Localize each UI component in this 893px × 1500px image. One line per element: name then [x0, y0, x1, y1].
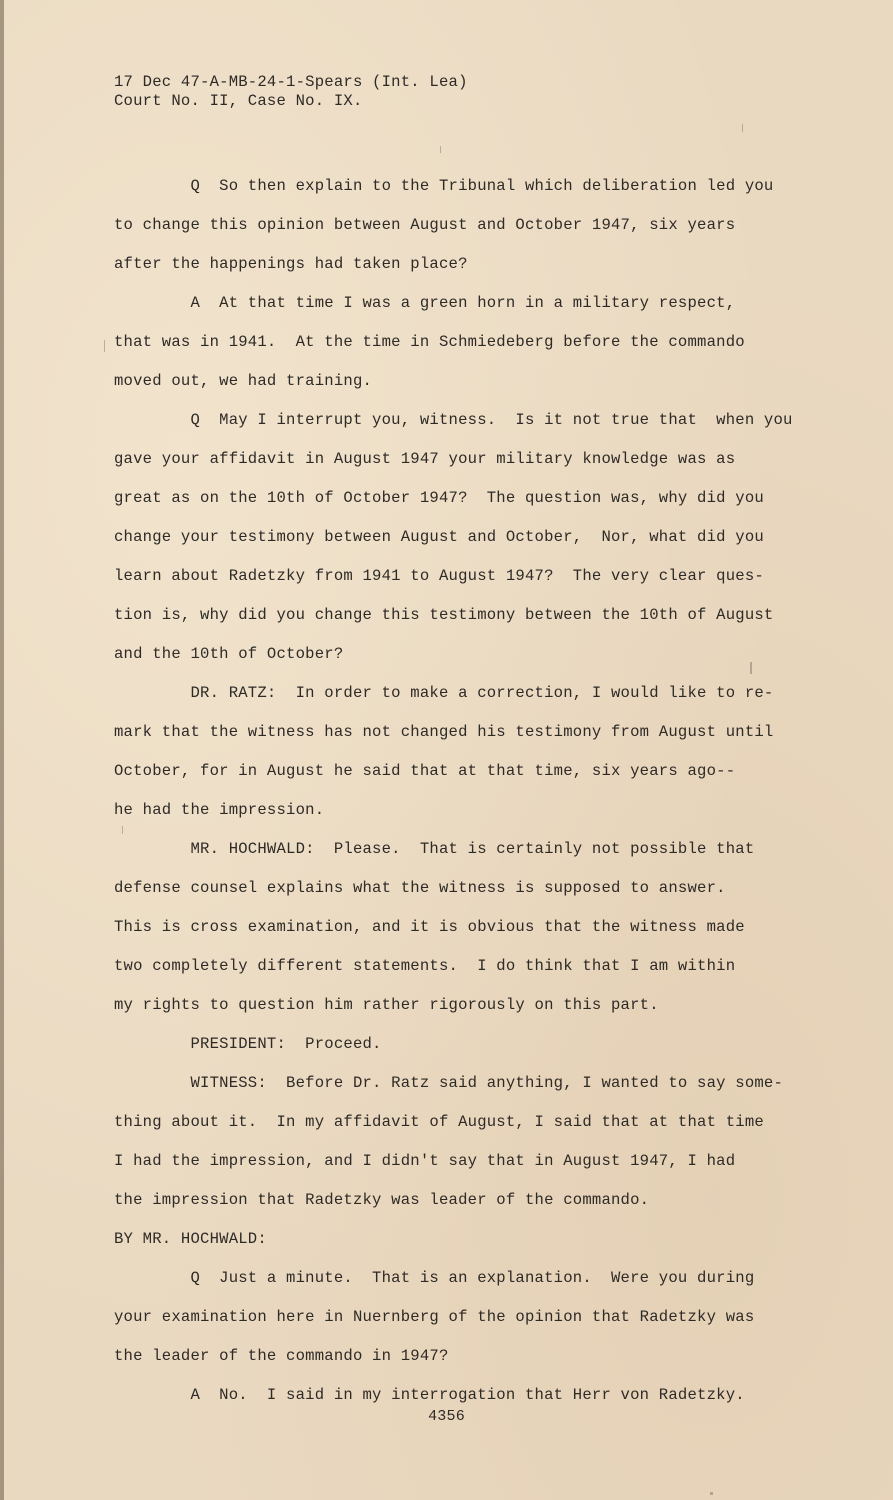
transcript-line: Q So then explain to the Tribunal which deliberation led you	[114, 177, 774, 195]
transcript-line: tion is, why did you change this testimony between the 10th of August	[114, 606, 774, 624]
transcript-line: DR. RATZ: In order to make a correction, I would like to re-	[114, 684, 774, 702]
transcript-line: gave your affidavit in August 1947 your military knowledge was as	[114, 450, 736, 468]
transcript-line: BY MR. HOCHWALD:	[114, 1230, 267, 1248]
transcript-line: A No. I said in my interrogation that Herr von Radetzky.	[114, 1386, 745, 1404]
transcript-line: Q May I interrupt you, witness. Is it not true that when you	[114, 411, 793, 429]
page-number: 4356	[428, 1408, 465, 1425]
transcript-line: thing about it. In my affidavit of August, I said that at that time	[114, 1113, 764, 1131]
transcript-line: he had the impression.	[114, 801, 325, 819]
transcript-line: my rights to question him rather rigorously on this part.	[114, 996, 659, 1014]
transcript-line: great as on the 10th of October 1947? The question was, why did you	[114, 489, 764, 507]
transcript-line: October, for in August he said that at that time, six years ago--	[114, 762, 736, 780]
paper-speck	[750, 662, 752, 674]
transcript-line: two completely different statements. I do think that I am within	[114, 957, 736, 975]
transcript-line: WITNESS: Before Dr. Ratz said anything, I wanted to say some-	[114, 1074, 784, 1092]
transcript-line: I had the impression, and I didn't say that in August 1947, I had	[114, 1152, 736, 1170]
header-line-2: Court No. II, Case No. IX.	[114, 92, 363, 110]
transcript-line: the impression that Radetzky was leader of the commando.	[114, 1191, 650, 1209]
transcript-body	[114, 167, 804, 1415]
transcript-line: and the 10th of October?	[114, 645, 344, 663]
transcript-line: to change this opinion between August and October 1947, six years	[114, 216, 736, 234]
transcript-line: PRESIDENT: Proceed.	[114, 1035, 382, 1053]
transcript-line: mark that the witness has not changed his testimony from August until	[114, 723, 774, 741]
transcript-line: Q Just a minute. That is an explanation. Were you during	[114, 1269, 755, 1287]
paper-speck	[122, 826, 123, 834]
page-edge-shadow	[0, 0, 4, 1500]
document-header	[114, 73, 468, 111]
header-line-1: 17 Dec 47-A-MB-24-1-Spears (Int. Lea)	[114, 73, 468, 91]
transcript-line: learn about Radetzky from 1941 to August 1947? The very clear ques-	[114, 567, 764, 585]
paper-speck	[440, 146, 441, 153]
transcript-line: that was in 1941. At the time in Schmiedeberg before the commando	[114, 333, 745, 351]
transcript-line: change your testimony between August and October, Nor, what did you	[114, 528, 764, 546]
transcript-line: MR. HOCHWALD: Please. That is certainly not possible that	[114, 840, 755, 858]
transcript-line: This is cross examination, and it is obvious that the witness made	[114, 918, 745, 936]
transcript-line: defense counsel explains what the witness is supposed to answer.	[114, 879, 726, 897]
paper-speck	[104, 340, 105, 352]
transcript-line: A At that time I was a green horn in a military respect,	[114, 294, 736, 312]
paper-speck	[742, 124, 743, 132]
transcript-line: the leader of the commando in 1947?	[114, 1347, 449, 1365]
transcript-line: your examination here in Nuernberg of the opinion that Radetzky was	[114, 1308, 755, 1326]
transcript-line: after the happenings had taken place?	[114, 255, 468, 273]
transcript-line: moved out, we had training.	[114, 372, 373, 390]
paper-speck	[710, 1492, 713, 1495]
